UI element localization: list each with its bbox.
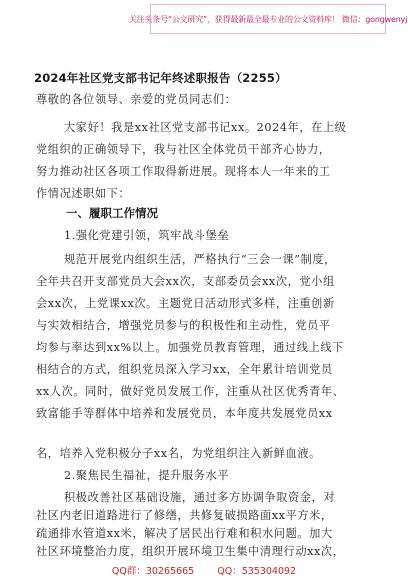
body-line: 社区内老旧道路进行了修缮，共修复破损路面xx平方米， — [36, 509, 333, 522]
body-line: 名，培养入党积极分子xx名，为党组织注入新鲜血液。 — [36, 447, 321, 460]
body-line: 均参与率达到xx%以上。加强党员教育管理，通过线上线下 — [36, 341, 344, 354]
body-line: 会xx次，上党课xx次。主题党日活动形式多样，注重创新 — [36, 297, 335, 310]
qq-link[interactable]: QQ：535304092 — [217, 566, 297, 577]
qq-group-link[interactable]: QQ群：30265665 — [111, 566, 195, 577]
salutation: 尊敬的各位领导、亲爱的党员同志们： — [36, 93, 237, 106]
promo-banner-text: 关注头条号“公文研究”，获得最新最全最专业的公文资料库！ 微信：gongwenyj — [128, 14, 408, 24]
subsection-heading: 1.强化党建引领，筑牢战斗堡垒 — [64, 229, 230, 242]
body-line: 规范开展党内组织生活，严格执行“三会一课”制度， — [64, 253, 336, 266]
intro-line: 努力推动社区各项工作取得新进展。现将本人一年来的工 — [36, 165, 331, 178]
body-line: 疏通排水管道xx米，解决了居民出行难和积水问题。加大 — [36, 527, 333, 540]
body-line: 相结合的方式，组织党员深入学习xx，全年累计培训党员 — [36, 363, 333, 376]
intro-line: 作情况述职如下： — [36, 187, 131, 200]
body-line: xx人次。同时，做好党员发展工作，注重从社区优秀青年、 — [36, 385, 345, 398]
promo-banner — [128, 4, 408, 34]
body-line: 社区环境整治力度，组织开展环境卫生集中清理行动xx次， — [36, 545, 345, 558]
body-line: 与实效相结合，增强党员参与的积极性和主动性，党员平 — [36, 319, 331, 332]
body-line: 积极改善社区基础设施，通过多方协调争取资金，对 — [64, 491, 336, 504]
subsection-heading: 2.聚焦民生福祉，提升服务水平 — [64, 469, 230, 482]
intro-line: 大家好！我是xx社区党支部书记xx。2024年，在上级 — [64, 121, 347, 134]
section-heading: 一、履职工作情况 — [66, 206, 158, 220]
intro-line: 党组织的正确领导下，我与社区全体党员干部齐心协力， — [36, 143, 331, 156]
document-title: 2024年社区党支部书记年终述职报告（2255） — [34, 71, 287, 85]
body-line: 全年共召开支部党员大会xx次，支部委员会xx次，党小组 — [36, 275, 335, 288]
footer-contacts — [0, 563, 408, 577]
body-line: 致富能手等群体中培养和发展党员，本年度共发展党员xx — [36, 407, 333, 420]
